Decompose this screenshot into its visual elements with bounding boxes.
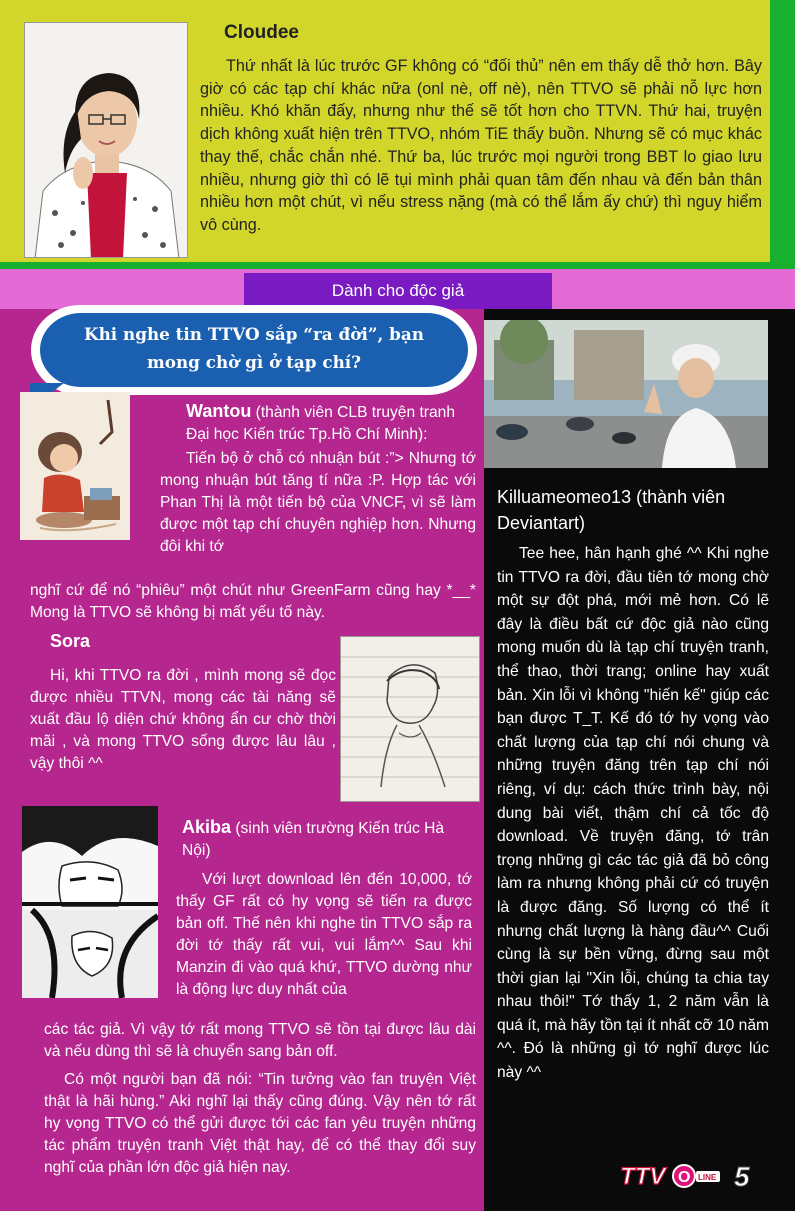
page-number: 5 (734, 1161, 750, 1192)
wantou-name: Wantou (186, 401, 252, 421)
akiba-affiliation: (sinh viên trường Kiến trúc Hà Nội) (182, 820, 445, 859)
ttvo-logo (616, 1156, 766, 1192)
question-text (52, 320, 456, 376)
wantou-illustration (20, 392, 130, 540)
cloudee-photo (24, 22, 188, 258)
sora-sketch (340, 636, 480, 802)
akiba-name: Akiba (182, 817, 232, 837)
wantou-heading (186, 400, 482, 446)
question-line-2: mong chờ gì ở tạp chí? (147, 352, 361, 372)
wantou-text-part-2: nghĩ cứ để nó “phiêu” một chút như GreenFarm cũng hay *__* Mong là TTVO sẽ không bị mất yếu tố này. (30, 582, 476, 621)
green-strip (770, 0, 795, 262)
akiba-text-part-3: Có một người bạn đã nói: “Tin tưởng vào fan truyện Việt thật là hãi hùng.” Aki nghĩ lại thấy cũng đúng. Vậy nên tớ rất hy vọng TTVO có thể gửi được tới các fan yêu truyện những tác phẩm truyện tranh Việt thật hay, để có thể thay đổi suy nghĩ của phần lớn độc giả hiện nay. (44, 1071, 476, 1176)
sora-name: Sora (50, 631, 91, 651)
akiba-heading (182, 816, 472, 862)
sora-text: Hi, khi TTVO ra đời , mình mong sẽ đọc được nhiều TTVN, mong các tài năng sẽ xuất đầu lộ diện chứ không ẩn cư chờ thời mãi , và mong TTVO sống được lâu lâu , vậy thôi ^^ (30, 667, 336, 772)
logo-text: TTV (620, 1163, 666, 1190)
akiba-manga-art (22, 806, 158, 998)
akiba-text-part-1: Với lượt download lên đến 10,000, tớ thấy GF rất có hy vọng sẽ tiến ra được bản off. Thế nên khi nghe tin TTVO sắp ra đời tớ thấy rất vui, vui lắm^^ Sau khi Manzin đi vào quá khứ, TTVO dường như là động lực duy nhất của (176, 871, 472, 998)
green-divider (0, 262, 795, 269)
logo-small-text: LINE (698, 1173, 717, 1182)
akiba-text-part-2: các tác giả. Vì vậy tớ rất mong TTVO sẽ tồn tại được lâu dài và nếu dùng thì sẽ là chuyển sang bản off. (44, 1021, 476, 1060)
cloudee-text: Thứ nhất là lúc trước GF không có “đối thủ” nên em thấy dễ thở hơn. Bây giờ có các tạp chí khác nữa (onl nè, off nè), nên TTVO sẽ phải nỗ lực hơn nhiều. Khó khăn đấy, nhưng như thế sẽ tốt hơn cho TTVN. Thứ hai, truyện dịch không xuất hiện trên TTVO, nhóm TiE thấy buồn. Nhưng sẽ có mục khác thay thế, chắc chắn nhé. Thứ ba, lúc trước mọi người trong BBT lo giao lưu nhiều, nhưng giờ thì có lẽ tụi mình phải quan tâm đến nhau và đến bản thân nhiều hơn một chút, vì nếu stress nặng (mà có thể lắm ấy chứ) thì nguy hiểm vô cùng. (200, 57, 762, 234)
logo-o: O (678, 1169, 691, 1186)
wantou-affiliation: (thành viên CLB truyện tranh Đại học Kiến trúc Tp.Hồ Chí Minh): (186, 404, 456, 443)
wantou-text-part-1: Tiến bộ ở chỗ có nhuận bút :”> Nhưng tớ mong nhuận bút tăng tí nữa :P. Hợp tác với Phan Thị là một tiến bộ của VNCF, vì sẽ làm được một tạp chí chuyên nghiệp hơn. Nhưng đôi khi tớ (160, 450, 476, 555)
cloudee-name: Cloudee (224, 22, 299, 43)
killua-name: Killuameomeo13 (thành viên Deviantart) (497, 487, 726, 533)
killua-photo (484, 320, 768, 468)
section-banner: Dành cho độc giả (244, 273, 552, 309)
killua-text: Tee hee, hân hạnh ghé ^^ Khi nghe tin TTVO ra đời, đầu tiên tớ mong chờ một sự đột phá, mới mẻ hơn. Có lẽ đây là điều bất cứ độc giả nào cũng mong muốn dù là tạp chí truyện tranh, thể thao, thời trang; online hay xuất bản. Xin lỗi vì không "hiến kế" giúp các bạn được T_T. Kế đó tớ hy vọng vào chất lượng của tạp chí nói chung và những truyện đăng trên tạp chí nói riêng, ví dụ: cách thức trình bày, nội dung bài viết, thậm chí cả tốc độ download. Về truyện đăng, tớ trân trọng những gì các tác giả đã bỏ công làm ra nhưng không phải cứ có truyện là được đăng. Số lượng có thể ít nhưng chất lượng là hàng đầu^^ Cuối cùng là sự bền vững, đừng sau một thời gian lại "Xin lỗi, chúng ta chia tay nhau thôi!" Tớ thấy 1, 2 năm vẫn là quá ít, mà hãy tồn tại ít nhất cỡ 10 năm ^^. Đó là những gì tớ nghĩ được lúc này ^^ (497, 545, 770, 1082)
question-line-1: Khi nghe tin TTVO sắp “ra đời”, bạn (84, 324, 424, 344)
